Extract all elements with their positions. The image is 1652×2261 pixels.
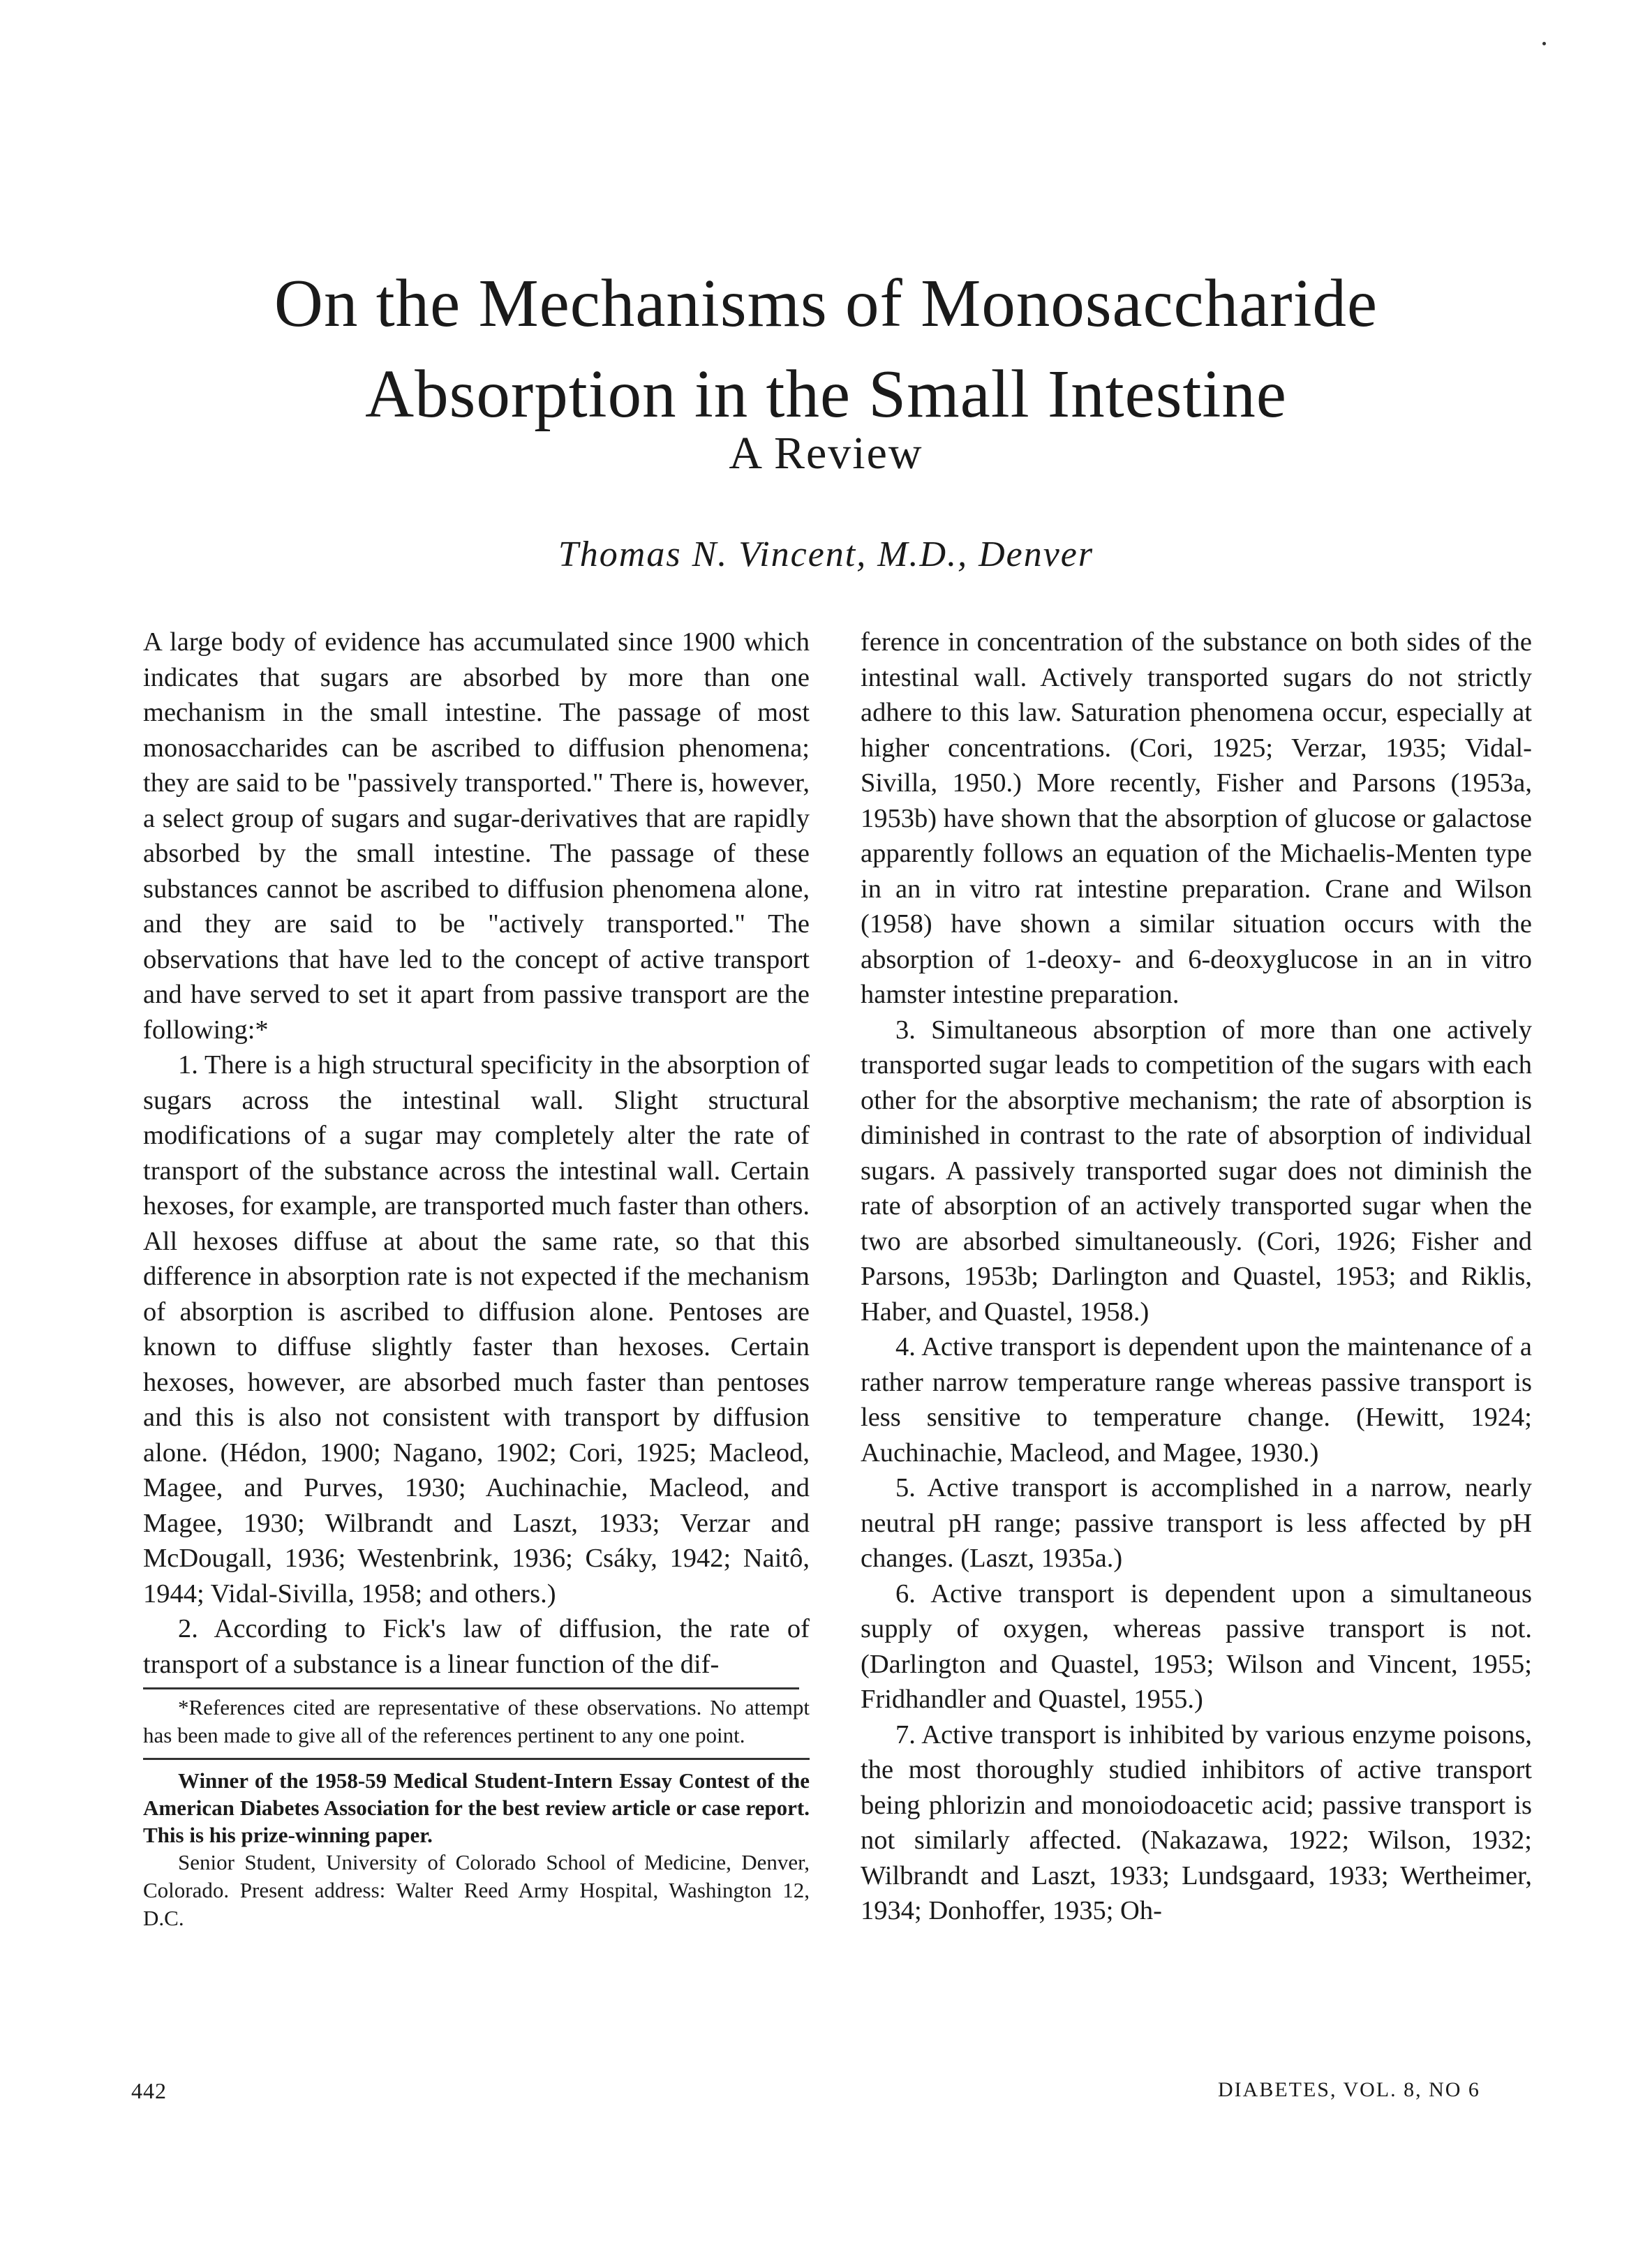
article-title-line-2: Absorption in the Small Intestine (365, 357, 1287, 431)
award-note: Winner of the 1958-59 Medical Student-Intern Essay Contest of the American Diabetes Association for the best review article or case report. This is his prize-winning paper. (143, 1768, 810, 1847)
page-number: 442 (131, 2078, 167, 2103)
article-subtitle: A Review (729, 428, 923, 479)
author-affiliation: Senior Student, University of Colorado School of Medicine, Denver, Colorado. Present address: Walter Reed Army Hospital, Washington 12, D.C. (143, 1850, 810, 1930)
observation-6-paragraph: 6. Active transport is dependent upon a simultaneous supply of oxygen, whereas passive transport is not. (Darlington and Quastel, 1953; Wilson and Vincent, 1955; Fridhandler and Quastel, 1955.) (861, 1579, 1532, 1714)
left-column (143, 625, 810, 1932)
observation-7-paragraph: 7. Active transport is inhibited by various enzyme poisons, the most thoroughly studied inhibitors of active transport being phlorizin and monoiodoacetic acid; passive transport is not similarly affected. (Nakazawa, 1922; Wilson, 1932; Wilbrandt and Laszt, 1933; Lundsgaard, 1933; Wertheimer, 1934; Donhoffer, 1935; Oh- (861, 1719, 1532, 1925)
author-byline: Thomas N. Vincent, M.D., Denver (558, 535, 1094, 574)
observation-4-paragraph: 4. Active transport is dependent upon the maintenance of a rather narrow temperature range whereas passive transport is less sensitive to temperature change. (Hewitt, 1924; Auchinachie, Macleod, and Magee, 1930.) (861, 1332, 1532, 1468)
award-divider (143, 1758, 810, 1760)
right-column (861, 625, 1532, 1929)
observation-3-paragraph: 3. Simultaneous absorption of more than one actively transported sugar leads to competition of the sugars with each other for the absorptive mechanism; the rate of absorption is diminished in contrast to the rate of absorption of individual sugars. A passively transported sugar does not diminish the rate of absorption of an actively transported sugar when the two are absorbed simultaneously. (Cori, 1926; Fisher and Parsons, 1953b; Darlington and Quastel, 1953; and Riklis, Haber, and Quastel, 1958.) (861, 1015, 1532, 1327)
observation-2-paragraph-continued: ference in concentration of the substance on both sides of the intestinal wall. Actively transported sugars do not strictly adhere to this law. Saturation phenomena occur, especially at higher concentrations. (Cori, 1925; Verzar, 1935; Vidal-Sivilla, 1950.) More recently, Fisher and Parsons (1953a, 1953b) have shown that the absorption of glucose or galactose apparently follows an equation of the Michaelis-Menten type in an in vitro rat intestine preparation. Crane and Wilson (1958) have shown a similar situation occurs with the absorption of 1-deoxy- and 6-deoxyglucose in an in vitro hamster intestine preparation. (861, 627, 1532, 1009)
article-title (0, 258, 1652, 440)
observation-1-paragraph: 1. There is a high structural specificity in the absorption of sugars across the intestinal wall. Slight structural modifications of a sugar may completely alter the rate of transport of the substance across the intestinal wall. Certain hexoses, for example, are transported much faster than others. All hexoses diffuse at about the same rate, so that this difference in absorption rate is not expected if the mechanism of absorption is ascribed to diffusion alone. Pentoses are known to diffuse slightly faster than hexoses. Certain hexoses, however, are absorbed much faster than pentoses and this is also not consistent with transport by diffusion alone. (Hédon, 1900; Nagano, 1902; Cori, 1925; Macleod, Magee, and Purves, 1930; Auchinachie, Macleod, and Magee, 1930; Wilbrandt and Laszt, 1933; Verzar and McDougall, 1936; Westenbrink, 1936; Csáky, 1942; Naitô, 1944; Vidal-Sivilla, 1958; and others.) (143, 1050, 810, 1609)
observation-5-paragraph: 5. Active transport is accomplished in a narrow, nearly neutral pH range; passive transport is less affected by pH changes. (Laszt, 1935a.) (861, 1473, 1532, 1573)
observation-2-paragraph-start: 2. According to Fick's law of diffusion, the rate of transport of a substance is a linear function of the dif- (143, 1614, 810, 1679)
journal-running-head: DIABETES, VOL. 8, NO 6 (1218, 2078, 1480, 2101)
footnote-divider (143, 1687, 799, 1689)
footnote: *References cited are representative of these observations. No attempt has been made to give all of the references pertinent to any one point. (143, 1695, 810, 1747)
article-title-line-1: On the Mechanisms of Monosaccharide (274, 266, 1378, 341)
scan-speck (1542, 42, 1546, 45)
intro-paragraph: A large body of evidence has accumulated since 1900 which indicates that sugars are absorbed by more than one mechanism in the small intestine. The passage of most monosaccharides can be ascribed to diffusion phenomena; they are said to be "passively transported." There is, however, a select group of sugars and sugar-derivatives that are rapidly absorbed by the small intestine. The passage of these substances cannot be ascribed to diffusion phenomena alone, and they are said to be "actively transported." The observations that have led to the concept of active transport and have served to set it apart from passive transport are the following:* (143, 627, 810, 1045)
